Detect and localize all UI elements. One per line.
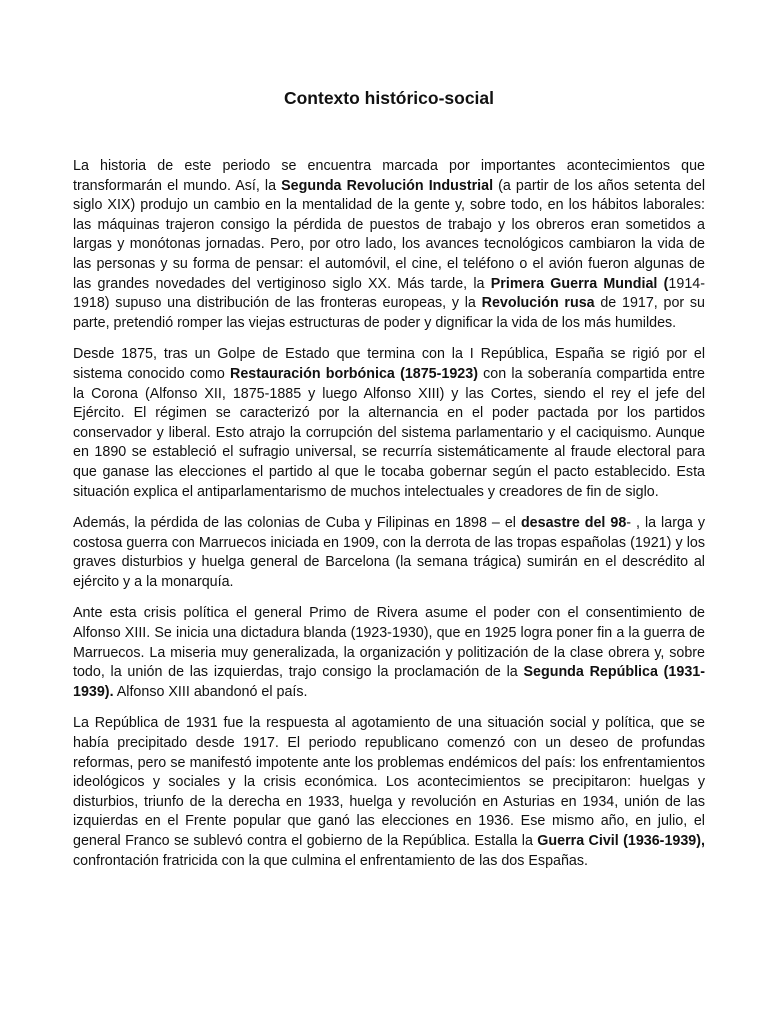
document-page — [73, 86, 705, 883]
document-title: Contexto histórico-social — [283, 88, 495, 108]
paragraph-4 — [73, 604, 705, 702]
text-run: Desde 1875, tras un Golpe de Estado que termina con la I República, España se rigió por el sistema conocido como — [73, 346, 705, 382]
paragraph-3 — [73, 514, 705, 592]
bold-term: Restauración borbónica (1875-1923) — [230, 365, 478, 382]
text-run: 1914-1918) supuso una distribución de las fronteras europeas, y la — [73, 275, 705, 312]
document-body — [73, 157, 705, 871]
bold-term: Primera Guerra Mundial ( — [490, 275, 669, 292]
text-run: Además, la pérdida de las colonias de Cuba y Filipinas en 1898 – el — [73, 515, 521, 532]
text-run: Alfonso XIII abandonó el país. — [113, 683, 308, 700]
bold-term: Segunda Revolución Industrial — [281, 177, 494, 194]
bold-term: desastre del 98 — [520, 515, 627, 532]
paragraph-5 — [73, 714, 705, 871]
paragraph-1 — [73, 157, 705, 333]
bold-term: Revolución rusa — [481, 295, 595, 312]
bold-term: Guerra Civil (1936-1939), — [537, 833, 705, 849]
bold-term: Segunda República (1931-1939). — [73, 664, 705, 700]
text-run: La República de 1931 fue la respuesta al agotamiento de una situación social y política, que se había precipitado desde 1917. El periodo republicano comenzó con un deseo de profundas reformas, pero se manifestó impotente ante los problemas endémicos del país: los enfrentamientos ideológicos y sociales y la crisis económica. Los acontecimientos se precipitaron: huelgas y disturbios, triunfo de la derecha en 1933, huelga y revolución en Asturias en 1934, unión de las izquierdas en el Frente popular que ganó las elecciones en 1936. Ese mismo año, en julio, el general Franco se sublevó contra el gobierno de la República. Estalla la — [73, 715, 705, 849]
text-run: - , la larga y costosa guerra con Marruecos iniciada en 1909, con la derrota de las tropas españolas (1921) y los graves disturbios y huelga general de Barcelona (la semana trágica) sumirán en el descrédito al ejército y a la monarquía. — [73, 515, 705, 590]
text-run: con la soberanía compartida entre la Corona (Alfonso XII, 1875-1885 y luego Alfonso XIII) y las Cortes, siendo el rey el jefe del Ejército. El régimen se caracterizó por la alternancia en el poder pactada por los partidos conservador y liberal. Esto atrajo la corrupción del sistema parlamentario y el caciquismo. Aunque en 1890 se estableció el sufragio universal, se recurría sistemáticamente al fraude electoral para que ganase las elecciones el partido al que le tocaba gobernar según el pacto establecido. Esta situación explica el antiparlamentarismo de muchos intelectuales y creadores de fin de siglo. — [73, 365, 705, 500]
text-run: La historia de este periodo se encuentra marcada por importantes acontecimientos que transformarán el mundo. Así, la — [73, 158, 705, 194]
paragraph-2 — [73, 345, 705, 502]
text-run: (a partir de los años setenta del siglo XIX) produjo un cambio en la mentalidad de la gente y, sobre todo, en los hábitos laborales: las máquinas trajeron consigo la pérdida de puestos de trabajo y los obreros eran sometidos a largas y monótonas jornadas. Pero, por otro lado, los avances tecnológicos cambiaron la vida de las personas y su forma de pensar: el automóvil, el cine, el teléfono o el avión fueron algunas de las grandes novedades del vertiginoso siglo XX. Más tarde, la — [73, 177, 706, 292]
text-run: de 1917, por su parte, pretendió romper las viejas estructuras de poder y dignificar la vida de los más humildes. — [73, 295, 705, 331]
text-run: Ante esta crisis política el general Primo de Rivera asume el poder con el consentimiento de Alfonso XIII. Se inicia una dictadura blanda (1923-1930), que en 1925 logra poner fin a la guerra de Marruecos. La miseria muy generalizada, la organización y politización de la clase obrera y, sobre todo, la unión de las izquierdas, trajo consigo la proclamación de la — [73, 605, 705, 681]
text-run: confrontación fratricida con la que culmina el enfrentamiento de las dos Españas. — [73, 852, 588, 869]
